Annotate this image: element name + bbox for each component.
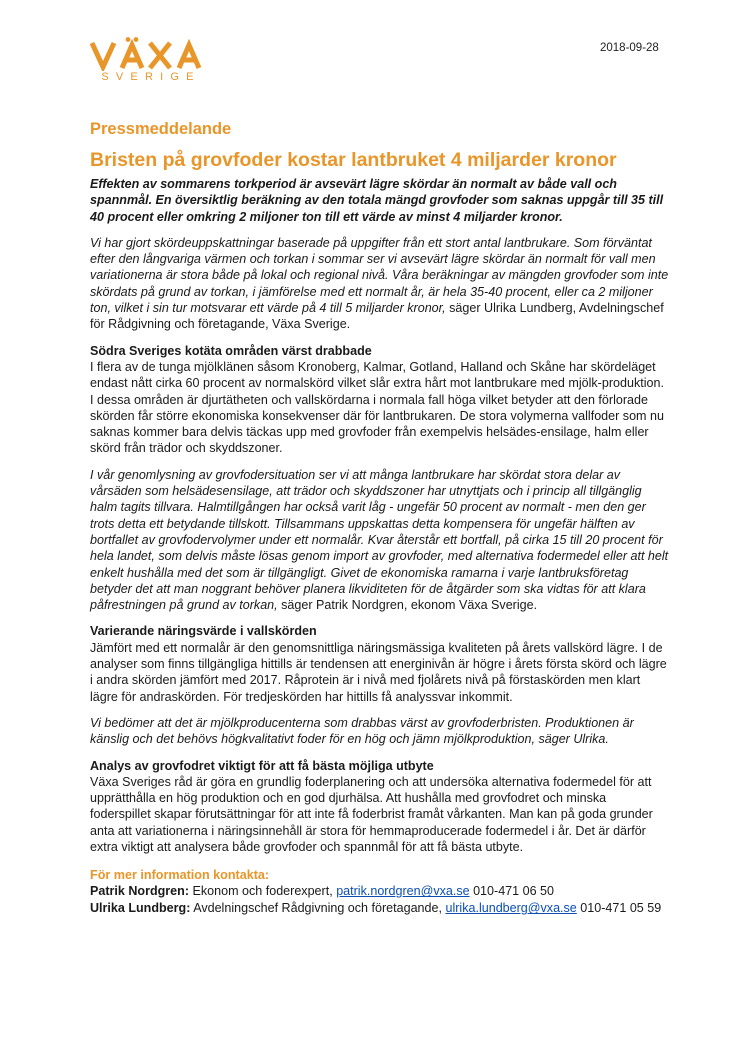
document-body	[90, 120, 670, 917]
contact-role: Ekonom och foderexpert,	[192, 884, 333, 899]
quote-attribution: säger Patrik Nordgren, ekonom Växa Sverige.	[281, 598, 538, 613]
quote-paragraph-milk: Vi bedömer att det är mjölkproducenterna som drabbas värst av grovfoderbristen. Produktionen är känslig och det behövs högkvalitativt foder för en hög och jämn mjölkproduktion, säger Ulrika.	[90, 715, 634, 747]
quote-attribution: säger Ulrika Lundberg, Avdelningschef för Rådgivning och företagande, Växa Sverige.	[90, 301, 664, 332]
contact-name: Ulrika Lundberg:	[90, 901, 191, 916]
document-title: Bristen på grovfoder kostar lantbruket 4 miljarder kronor	[90, 149, 617, 171]
document-date: 2018-09-28	[600, 42, 659, 54]
quote-text: Vi har gjort skördeuppskattningar baserade på uppgifter från ett stort antal lantbrukare. Som förväntat efter den långvariga värmen och torkan i sommar ser vi avsevärt lägre skördar än normalt för vall men variationerna är stora både på lokal och regional nivå. Våra beräkningar av mängden grovfoder som inte skördats på grund av torkan, i jämförelse med ett normalt år, är hela 35-40 procent, eller ca 2 miljoner ton, vilket i sin tur motsvarar ett värde på 4 till 5 miljarder kronor,	[90, 235, 669, 316]
contact-phone: 010-471 05 59	[580, 901, 662, 916]
contact-row-lundberg	[90, 900, 670, 917]
lead-paragraph: Effekten av sommarens torkperiod är avsevärt lägre skördar än normalt av både vall och spannmål. En översiktlig beräkning av den totala mängd grovfoder som saknas uppgår till 35 till 40 procent eller omkring 2 miljoner ton till ett värde av minst 4 miljarder kronor.	[90, 177, 664, 224]
section-heading-nutrition: Varierande näringsvärde i vallskörden	[90, 624, 317, 639]
contact-role: Avdelningschef Rådgivning och företagande,	[193, 901, 442, 916]
document-kicker: Pressmeddelande	[90, 120, 232, 138]
contact-title: För mer information kontakta:	[90, 868, 270, 883]
quote-paragraph-lundberg	[90, 235, 670, 333]
vaxa-sverige-logo	[90, 37, 212, 83]
quote-text: I vår genomlysning av grovfodersituation ser vi att många lantbrukare har skördat stora delar av vårsäden som helsädesensilage, att trädor och skyddszoner har utnyttjats och i princip all tillgänglig halm tagits tillvara. Halmtillgången har också varit låg - ungefär 50 procent av normalt - men den ger trots detta ett betydande tillskott. Tillsammans uppskattas detta kompensera för ungefär hälften av bortfallet av grovfodervolymer under ett normalår. Kvar återstår ett bortfall, på cirka 15 till 20 procent för hela landet, som delvis måste lösas genom import av grovfoder, med alternativa fodermedel eller att helt enkelt hushålla med det som är tillgängligt. Givet de ekonomiska ramarna i varje lantbruksföretag betyder det att man noggrant behöver planera likviditeten för de åtgärder som ska vidtas för att klara påfrestningen på grund av torkan,	[90, 467, 669, 613]
section-heading-analysis: Analys av grovfodret viktigt för att få bästa möjliga utbyte	[90, 758, 434, 773]
contact-row-nordgren	[90, 883, 670, 900]
contact-email-link[interactable]: ulrika.lundberg@vxa.se	[445, 901, 577, 916]
paragraph-analysis: Växa Sveriges råd är göra en grundlig foderplanering och att undersöka alternativa fodermedel för att upprätthålla en hög produktion och en god djurhälsa. Att hushålla med grovfodret och minska foderspillet skapar förutsättningar för att inte få foderbrist framåt vårkanten. Man kan på goda grunder anta att variationerna i näringsinnehåll är stora för hemmaproducerade fodermedel i år. Det är därför extra viktigt att analysera både grovfoder och spannmål för att få bästa utbyte.	[90, 774, 653, 854]
contact-name: Patrik Nordgren:	[90, 884, 189, 899]
vaxa-logo-mark	[90, 37, 212, 71]
contact-phone: 010-471 06 50	[473, 884, 555, 899]
paragraph-south: I flera av de tunga mjölklänen såsom Kronoberg, Kalmar, Gotland, Halland och Skåne har skördeläget endast nått cirka 60 procent av normalskörd vilket slår extra hårt mot lantbrukare med mjölk-produktion. I dessa områden är djurtätheten och vallskördarna i normala fall höga vilket betyder att den förlorade skörden får större ekonomiska konsekvenser där för lantbrukaren. De stora volymerna vallfoder som nu saknas kommer bara delvis täckas upp med grovfoder från exempelvis helsädes-ensilage, halm eller skörd från trädor och skyddszoner.	[90, 359, 664, 456]
contact-email-link[interactable]: patrik.nordgren@vxa.se	[336, 884, 470, 899]
logo-subtitle: SVERIGE	[101, 71, 201, 83]
quote-paragraph-nordgren	[90, 467, 670, 614]
section-heading-south: Södra Sveriges kotäta områden värst drabbade	[90, 343, 372, 358]
paragraph-nutrition: Jämfört med ett normalår är den genomsnittliga näringsmässiga kvaliteten på årets vallskörd lägre. I de analyser som finns tillgängliga hittills är tendensen att energinivån är högre i årets första skörd och lägre i andra skörden jämfört med 2017. Råprotein är i nivå med fjolårets nivå på förstaskörden men klart lägre för andraskörden. För tredjeskörden har hittills få analyssvar inkommit.	[90, 640, 667, 704]
